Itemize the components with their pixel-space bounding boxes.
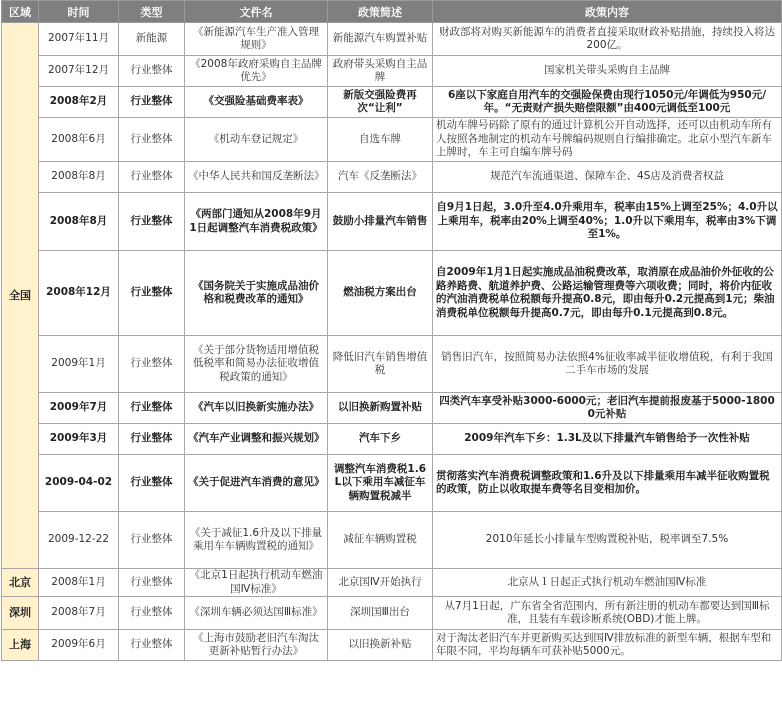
type-cell: 行业整体 (119, 455, 185, 512)
type-cell: 行业整体 (119, 193, 185, 251)
time-cell: 2008年7月 (39, 597, 119, 630)
policy-summary-cell: 减征车辆购置税 (328, 512, 433, 569)
policy-content-cell: 销售旧汽车，按照简易办法依照4%征收率减半征收增值税，有利于我国二手车市场的发展 (433, 336, 782, 393)
policy-content-cell: 对于淘汰老旧汽车并更新购买达到国Ⅳ排放标准的新型车辆，根据车型和年限不同，平均每辆车可获补贴5000元。 (433, 630, 782, 661)
file-name-cell: 《中华人民共和国反垄断法》 (185, 162, 328, 193)
type-cell: 新能源 (119, 23, 185, 56)
type-cell: 行业整体 (119, 597, 185, 630)
table-row (2, 118, 782, 162)
header-row (2, 1, 782, 23)
type-cell: 行业整体 (119, 424, 185, 455)
policy-summary-cell: 北京国Ⅳ开始执行 (328, 569, 433, 597)
type-cell: 行业整体 (119, 162, 185, 193)
table-row (2, 336, 782, 393)
header-region: 区域 (2, 1, 39, 23)
time-cell: 2009-04-02 (39, 455, 119, 512)
file-name-cell: 《关于部分货物适用增值税低税率和简易办法征收增值税政策的通知》 (185, 336, 328, 393)
policy-summary-cell: 以旧换新购置补贴 (328, 393, 433, 424)
policy-content-cell: 财政部将对购买新能源车的消费者直接采取财政补贴措施，持续投入将达200亿。 (433, 23, 782, 56)
policy-summary-cell: 燃油税方案出台 (328, 251, 433, 336)
header-time: 时间 (39, 1, 119, 23)
file-name-cell: 《2008年政府采购自主品牌优先》 (185, 56, 328, 87)
policy-summary-cell: 调整汽车消费税1.6L以下乘用车减征车辆购置税减半 (328, 455, 433, 512)
table-row (2, 23, 782, 56)
policy-content-cell: 自9月1日起，3.0升至4.0升乘用车，税率由15%上调至25%；4.0升以上乘用车，税率由20%上调至40%；1.0升以下乘用车，税率由3%下调至1%。 (433, 193, 782, 251)
time-cell: 2009-12-22 (39, 512, 119, 569)
table-row (2, 251, 782, 336)
policy-content-cell: 贯彻落实汽车消费税调整政策和1.6升及以下排量乘用车减半征收购置税的政策，防止以收取提车费等名目变相加价。 (433, 455, 782, 512)
table-row (2, 393, 782, 424)
time-cell: 2008年6月 (39, 118, 119, 162)
table-row (2, 569, 782, 597)
type-cell: 行业整体 (119, 630, 185, 661)
policy-content-cell: 2009年汽车下乡：1.3L及以下排量汽车销售给予一次性补贴 (433, 424, 782, 455)
type-cell: 行业整体 (119, 512, 185, 569)
file-name-cell: 《新能源汽车生产准入管理规则》 (185, 23, 328, 56)
header-policy-summary: 政策简述 (328, 1, 433, 23)
file-name-cell: 《关于促进汽车消费的意见》 (185, 455, 328, 512)
time-cell: 2008年1月 (39, 569, 119, 597)
policy-content-cell: 机动车牌号码除了原有的通过计算机公开自动选择，还可以由机动车所有人按照各地制定的机动车号牌编码规则自行编排确定。北京小型汽车新车上牌时，车主可自编车牌号码 (433, 118, 782, 162)
policy-summary-cell: 自选车牌 (328, 118, 433, 162)
file-name-cell: 《机动车登记规定》 (185, 118, 328, 162)
table-row (2, 56, 782, 87)
file-name-cell: 《上海市鼓励老旧汽车淘汰更新补贴暂行办法》 (185, 630, 328, 661)
region-cell: 北京 (2, 569, 39, 597)
file-name-cell: 《关于减征1.6升及以下排量乘用车车辆购置税的通知》 (185, 512, 328, 569)
type-cell: 行业整体 (119, 336, 185, 393)
type-cell: 行业整体 (119, 118, 185, 162)
policy-content-cell: 规范汽车流通渠道、保障车企、4S店及消费者权益 (433, 162, 782, 193)
file-name-cell: 《深圳车辆必须达国Ⅲ标准》 (185, 597, 328, 630)
policy-content-cell: 国家机关带头采购自主品牌 (433, 56, 782, 87)
time-cell: 2008年8月 (39, 193, 119, 251)
header-policy-content: 政策内容 (433, 1, 782, 23)
region-cell: 上海 (2, 630, 39, 661)
header-file-name: 文件名 (185, 1, 328, 23)
region-cell: 全国 (2, 23, 39, 569)
file-name-cell: 《国务院关于实施成品油价格和税费改革的通知》 (185, 251, 328, 336)
policy-summary-cell: 汽车下乡 (328, 424, 433, 455)
file-name-cell: 《交强险基础费率表》 (185, 87, 328, 118)
table-row (2, 424, 782, 455)
time-cell: 2009年3月 (39, 424, 119, 455)
table-row (2, 162, 782, 193)
time-cell: 2007年12月 (39, 56, 119, 87)
table-row (2, 630, 782, 661)
file-name-cell: 《北京1日起执行机动车燃油国Ⅳ标准》 (185, 569, 328, 597)
time-cell: 2008年12月 (39, 251, 119, 336)
type-cell: 行业整体 (119, 56, 185, 87)
policy-summary-cell: 政府带头采购自主品牌 (328, 56, 433, 87)
time-cell: 2009年6月 (39, 630, 119, 661)
type-cell: 行业整体 (119, 251, 185, 336)
header-type: 类型 (119, 1, 185, 23)
policy-summary-cell: 降低旧汽车销售增值税 (328, 336, 433, 393)
time-cell: 2009年1月 (39, 336, 119, 393)
policy-content-cell: 北京从１日起正式执行机动车燃油国Ⅳ标准 (433, 569, 782, 597)
policy-summary-cell: 以旧换新补贴 (328, 630, 433, 661)
policy-summary-cell: 新能源汽车购置补贴 (328, 23, 433, 56)
time-cell: 2009年7月 (39, 393, 119, 424)
type-cell: 行业整体 (119, 87, 185, 118)
type-cell: 行业整体 (119, 393, 185, 424)
policy-content-cell: 2010年延长小排量车型购置税补贴，税率调至7.5% (433, 512, 782, 569)
time-cell: 2008年2月 (39, 87, 119, 118)
time-cell: 2007年11月 (39, 23, 119, 56)
type-cell: 行业整体 (119, 569, 185, 597)
policy-content-cell: 从7月1日起，广东省全省范围内，所有新注册的机动车都要达到国Ⅲ标准，且装有车载诊断系统(OBD)才能上牌。 (433, 597, 782, 630)
policy-content-cell: 自2009年1月1日起实施成品油税费改革，取消原在成品油价外征收的公路养路费、航道养护费、公路运输管理费等六项收费；同时，将价内征收的汽油消费税单位税额每升提高0.8元，即由每升0.2元提高到1元；柴油消费税单位税额每升提高0.7元，即由每升0.1元提高到0.8元。 (433, 251, 782, 336)
table-row (2, 512, 782, 569)
time-cell: 2008年8月 (39, 162, 119, 193)
file-name-cell: 《两部门通知从2008年9月1日起调整汽车消费税政策》 (185, 193, 328, 251)
policy-summary-cell: 新版交强险费再次“让利” (328, 87, 433, 118)
region-cell: 深圳 (2, 597, 39, 630)
table-body (2, 23, 782, 661)
policy-content-cell: 6座以下家庭自用汽车的交强险保费由现行1050元/年调低为950元/年。“无责财产损失赔偿限额”由400元调低至100元 (433, 87, 782, 118)
policy-summary-cell: 深圳国Ⅲ出台 (328, 597, 433, 630)
policy-table (1, 0, 782, 661)
table-row (2, 87, 782, 118)
file-name-cell: 《汽车以旧换新实施办法》 (185, 393, 328, 424)
table-row (2, 455, 782, 512)
policy-content-cell: 四类汽车享受补贴3000-6000元；老旧汽车提前报废基于5000-18000元补贴 (433, 393, 782, 424)
policy-summary-cell: 鼓励小排量汽车销售 (328, 193, 433, 251)
table-row (2, 193, 782, 251)
table-row (2, 597, 782, 630)
policy-summary-cell: 汽车《反垄断法》 (328, 162, 433, 193)
file-name-cell: 《汽车产业调整和振兴规划》 (185, 424, 328, 455)
